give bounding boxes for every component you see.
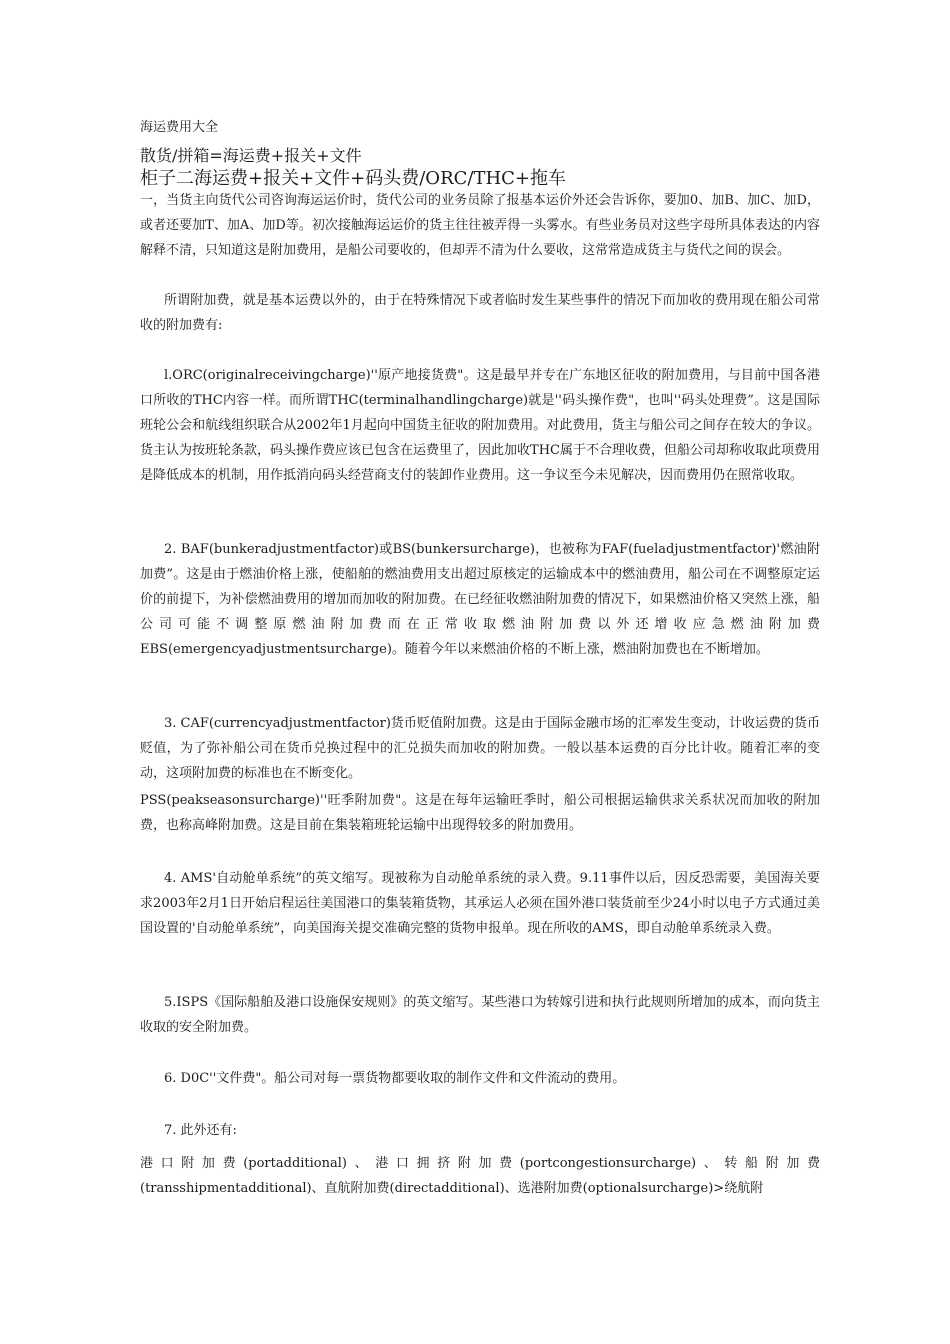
item-caf: 3. CAF(currencyadjustmentfactor)货币贬值附加费。这是由于国际金融市场的汇率发生变动，计收运费的货币贬值，为了弥补船公司在货币兑换过程中的汇兑损失而加收的附加费。一般以基本运费的百分比计收。随着汇率的变动，这项附加费的标准也在不断变化。 [140,716,820,781]
heading-fcl-formula: 柜子二海运费+报关+文件+码头费/ORC/THC+拖车 [140,168,567,189]
item-doc: 6. D0C''文件费"。船公司对每一票货物都要收取的制作文件和文件流动的费用。 [164,1071,626,1086]
item-others: 7. 此外还有: [164,1123,237,1138]
heading-lcl-formula: 散货/拼箱=海运费+报关+文件 [140,146,362,165]
item-others-list: 港口附加费(portadditional)、港口拥挤附加费(portcongestionsurcharge)、转船附加费(transshipmentadditional)、直航附加费(directadditional)、选港附加费(optionalsurcharge)>绕航附 [140,1156,820,1196]
document-title: 海运费用大全 [140,120,219,135]
item-orc-thc: l.ORC(originalreceivingcharge)''原产地接货费"。这是最早并专在广东地区征收的附加费用，与目前中国各港口所收的THC内容一样。而所谓THC(terminalhandlingcharge)就是''码头操作费"，也叫''码头处理费”。这是国际班轮公会和航线组织联合从2002年1月起向中国货主征收的附加费用。对此费用，货主与船公司之间存在较大的争议。货主认为按班轮条款，码头操作费应该已包含在运费里了，因此加收THC属于不合理收费，但船公司却称收取此项费用是降低成本的机制，用作抵消向码头经营商支付的装卸作业费用。这一争议至今未见解决，因而费用仍在照常收取。 [140,368,820,483]
intro-paragraph: 一，当货主向货代公司咨询海运运价时，货代公司的业务员除了报基本运价外还会告诉你，要加0、加B、加C、加D，或者还要加T、加A、加D等。初次接触海运运价的货主往往被弄得一头雾水。有些业务员对这些字母所具体表达的内容解释不清，只知道这是附加费用，是船公司要收的，但却弄不清为什么要收，这常常造成货主与货代之间的误会。 [140,193,820,258]
item-isps: 5.ISPS《国际船舶及港口设施保安规则》的英文缩写。某些港口为转嫁引进和执行此规则所增加的成本，而向货主收取的安全附加费。 [140,995,820,1035]
item-ams: 4. AMS'自动舱单系统”的英文缩写。现被称为自动舱单系统的录入费。9.11事件以后，因反恐需要，美国海关要求2003年2月1日开始启程运往美国港口的集装箱货物，其承运人必须在国外港口装货前至少24小时以电子方式通过美国设置的'自动舱单系统”，向美国海关提交准确完整的货物申报单。现在所收的AMS，即自动舱单系统录入费。 [140,871,820,936]
item-baf: 2. BAF(bunkeradjustmentfactor)或BS(bunkersurcharge)，也被称为FAF(fueladjustmentfactor)'燃油附加费”。这是由于燃油价格上涨，使船舶的燃油费用支出超过原核定的运输成本中的燃油费用，船公司在不调整原定运价的前提下，为补偿燃油费用的增加而加收的附加费。在已经征收燃油附加费的情况下，如果燃油价格又突然上涨，船公司可能不调整原燃油附加费而在正常收取燃油附加费以外还增收应急燃油附加费EBS(emergencyadjustmentsurcharge)。随着今年以来燃油价格的不断上涨，燃油附加费也在不断增加。 [140,542,820,657]
definition-paragraph: 所谓附加费，就是基本运费以外的，由于在特殊情况下或者临时发生某些事件的情况下而加收的费用现在船公司常收的附加费有: [140,293,820,333]
item-pss: PSS(peakseasonsurcharge)''旺季附加费"。这是在每年运输旺季时，船公司根据运输供求关系状况而加收的附加费，也称高峰附加费。这是目前在集装箱班轮运输中出现得较多的附加费用。 [140,793,820,833]
